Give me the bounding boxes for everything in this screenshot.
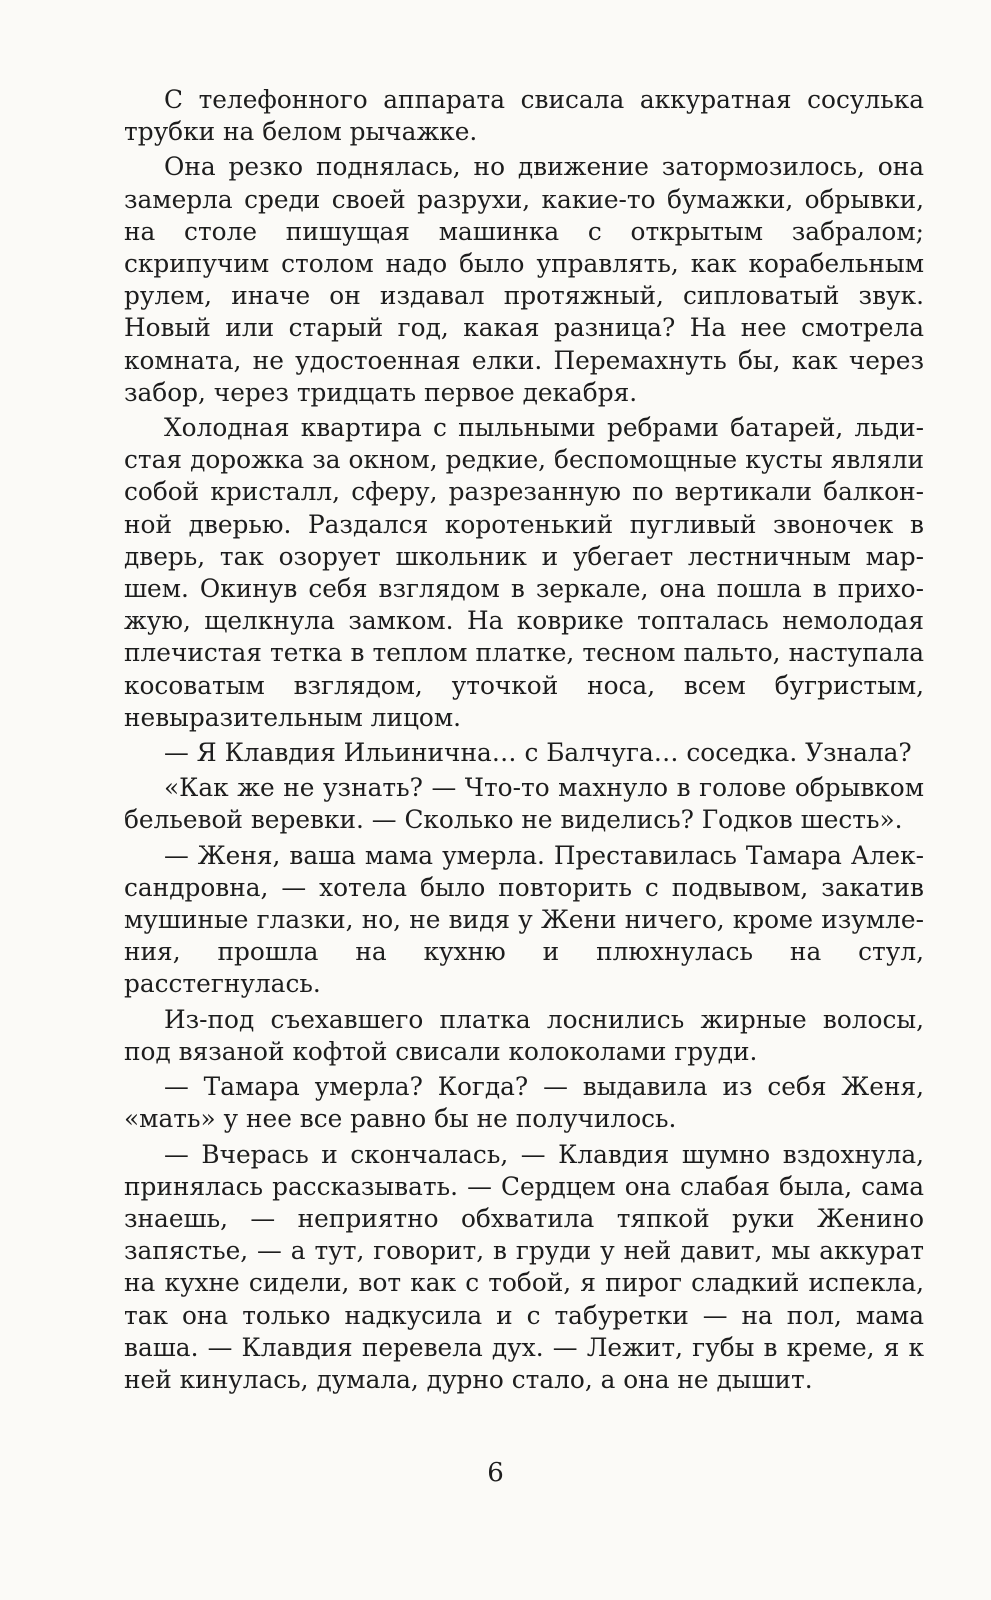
paragraph: — Женя, ваша мама умерла. Преставилась Тамара Александровна, — хотела было повторить с подвывом, закатив мушиные глазки, но, не видя у Жени ничего, кроме изумления, прошла на кухню и плюхнулась на стул, расстегнулась. <box>124 840 924 999</box>
paragraph: — Я Клавдия Ильинична… с Балчуга… соседка. Узнала? <box>164 738 912 768</box>
paragraph: С телефонного аппарата свисала аккуратная сосулька трубки на белом рычажке. <box>124 85 924 147</box>
paragraph: Из-под съехавшего платка лоснились жирные волосы, под вязаной кофтой свисали колоколами груди. <box>124 1004 924 1066</box>
paragraph: — Вчерась и скончалась, — Клавдия шумно вздохнула, принялась рассказывать. — Сердцем она слабая была, сама знаешь, — неприятно обхватила тяпкой руки Женино запястье, — а тут, говорит, в груди у ней давит, мы аккурат на кухне сидели, вот как с тобой, я пирог сладкий испекла, так она только надкусила и с табуретки — на пол, мама ваша. — Клавдия перевела дух. — Лежит, губы в креме, я к ней кинулась, думала, дурно стало, а она не дышит. <box>124 1139 924 1394</box>
paragraph: «Как же не узнать? — Что-то махнуло в голове обрывком бельевой веревки. — Сколько не виделись? Годков шесть». <box>124 773 924 835</box>
paragraph: Она резко поднялась, но движение затормозилось, она замерла среди своей разрухи, какие-то бумажки, обрывки, на столе пишущая машинка с открытым забралом; скрипучим столом надо было управлять, как корабельным рулем, иначе он издавал протяжный, сипловатый звук. Новый или старый год, какая разница? На нее смотрела комната, не удостоенная елки. Перемахнуть бы, как через забор, через тридцать первое декабря. <box>124 152 924 407</box>
paragraph: Холодная квартира с пыльными ребрами батарей, льдистая дорожка за окном, редкие, беспомощные кусты являли собой кристалл, сферу, разрезанную по вертикали балконной дверью. Раздался коротенький пугливый звоночек в дверь, так озорует школьник и убегает лестничным маршем. Окинув себя взглядом в зеркале, она пошла в прихожую, щелкнула замком. На коврике топталась немолодая плечистая тетка в теплом платке, тесном пальто, наступала косоватым взглядом, уточкой носа, всем бугристым, невыразительным лицом. <box>124 413 924 732</box>
page-number: 6 <box>487 1458 504 1488</box>
body-text <box>124 84 924 1399</box>
paragraph: — Тамара умерла? Когда? — выдавила из себя Женя, «мать» у нее все равно бы не получилось. <box>124 1072 924 1134</box>
